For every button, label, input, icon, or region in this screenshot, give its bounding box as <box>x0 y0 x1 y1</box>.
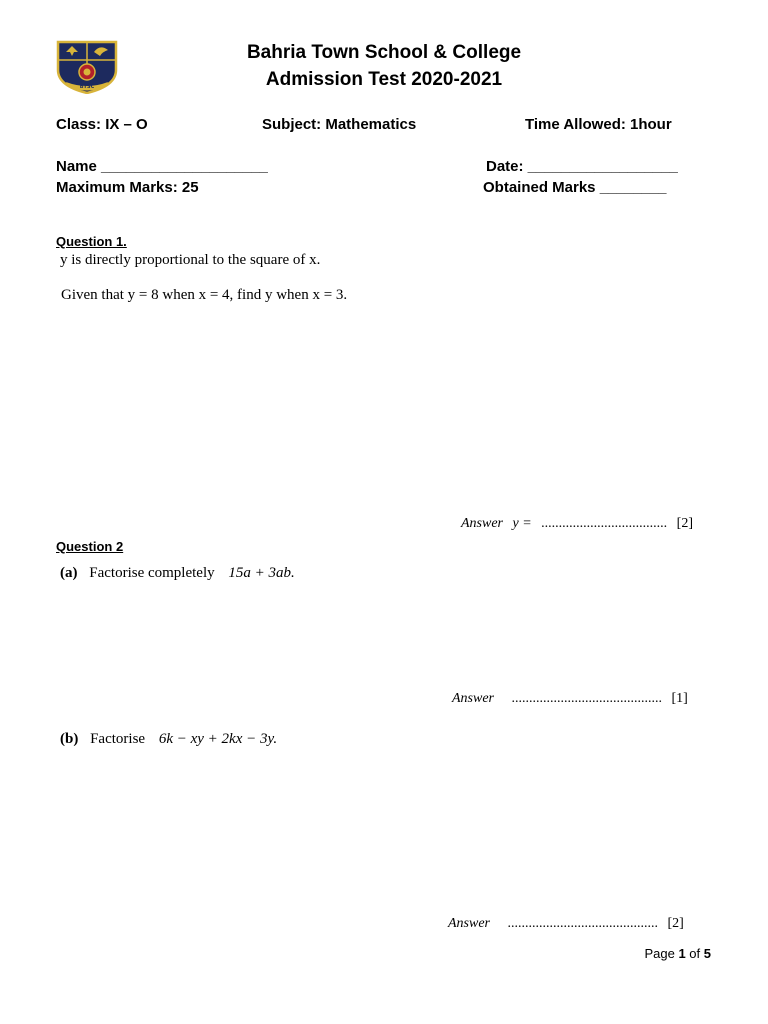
page-word: Page <box>644 946 675 961</box>
question-2-heading: Question 2 <box>56 539 124 554</box>
of-word: of <box>689 946 701 961</box>
subject-label: Subject: Mathematics <box>262 116 417 133</box>
question-2b-marks: [2] <box>667 916 684 931</box>
crest-text: BTSC <box>79 84 95 90</box>
test-title: Admission Test 2020-2021 <box>265 69 503 90</box>
answer-label: Answer <box>461 516 503 531</box>
part-b-expression: 6k − xy + 2kx − 3y. <box>158 731 278 747</box>
answer-blank[interactable]: ........................................... <box>507 916 658 931</box>
time-allowed-label: Time Allowed: 1hour <box>525 116 672 133</box>
question-1-line-2: Given that y = 8 when x = 4, find y when x = 3. <box>61 287 348 303</box>
date-field[interactable]: Date: __________________ <box>486 158 678 175</box>
question-2a-answer-line <box>452 691 688 707</box>
question-2a-marks: [1] <box>671 691 688 706</box>
current-page: 1 <box>678 946 686 961</box>
class-label: Class: IX – O <box>56 116 148 133</box>
question-2a-line <box>60 565 295 582</box>
question-1-heading: Question 1. <box>56 234 127 249</box>
obtained-marks-field[interactable]: Obtained Marks ________ <box>483 179 667 196</box>
answer-blank[interactable]: .................................... <box>541 516 668 531</box>
question-1-marks: [2] <box>676 516 693 531</box>
part-a-expression: 15a + 3ab. <box>228 565 295 581</box>
answer-variable: y = <box>512 516 532 531</box>
answer-label: Answer <box>452 691 494 706</box>
answer-blank[interactable]: ........................................... <box>511 691 662 706</box>
question-2b-answer-line <box>448 916 684 932</box>
maximum-marks-label: Maximum Marks: 25 <box>56 179 199 196</box>
name-field[interactable]: Name ____________________ <box>56 158 268 175</box>
answer-label: Answer <box>448 916 490 931</box>
question-1-line-1: y is directly proportional to the square of x. <box>60 252 321 268</box>
part-a-text: Factorise completely <box>89 565 215 581</box>
question-2b-line <box>60 731 277 748</box>
school-title: Bahria Town School & College <box>246 42 522 63</box>
part-a-label: (a) <box>60 565 78 581</box>
page-number <box>644 946 711 961</box>
part-b-text: Factorise <box>90 731 146 747</box>
total-pages: 5 <box>703 946 711 961</box>
part-b-label: (b) <box>60 731 79 747</box>
question-1-answer-line <box>461 516 693 532</box>
